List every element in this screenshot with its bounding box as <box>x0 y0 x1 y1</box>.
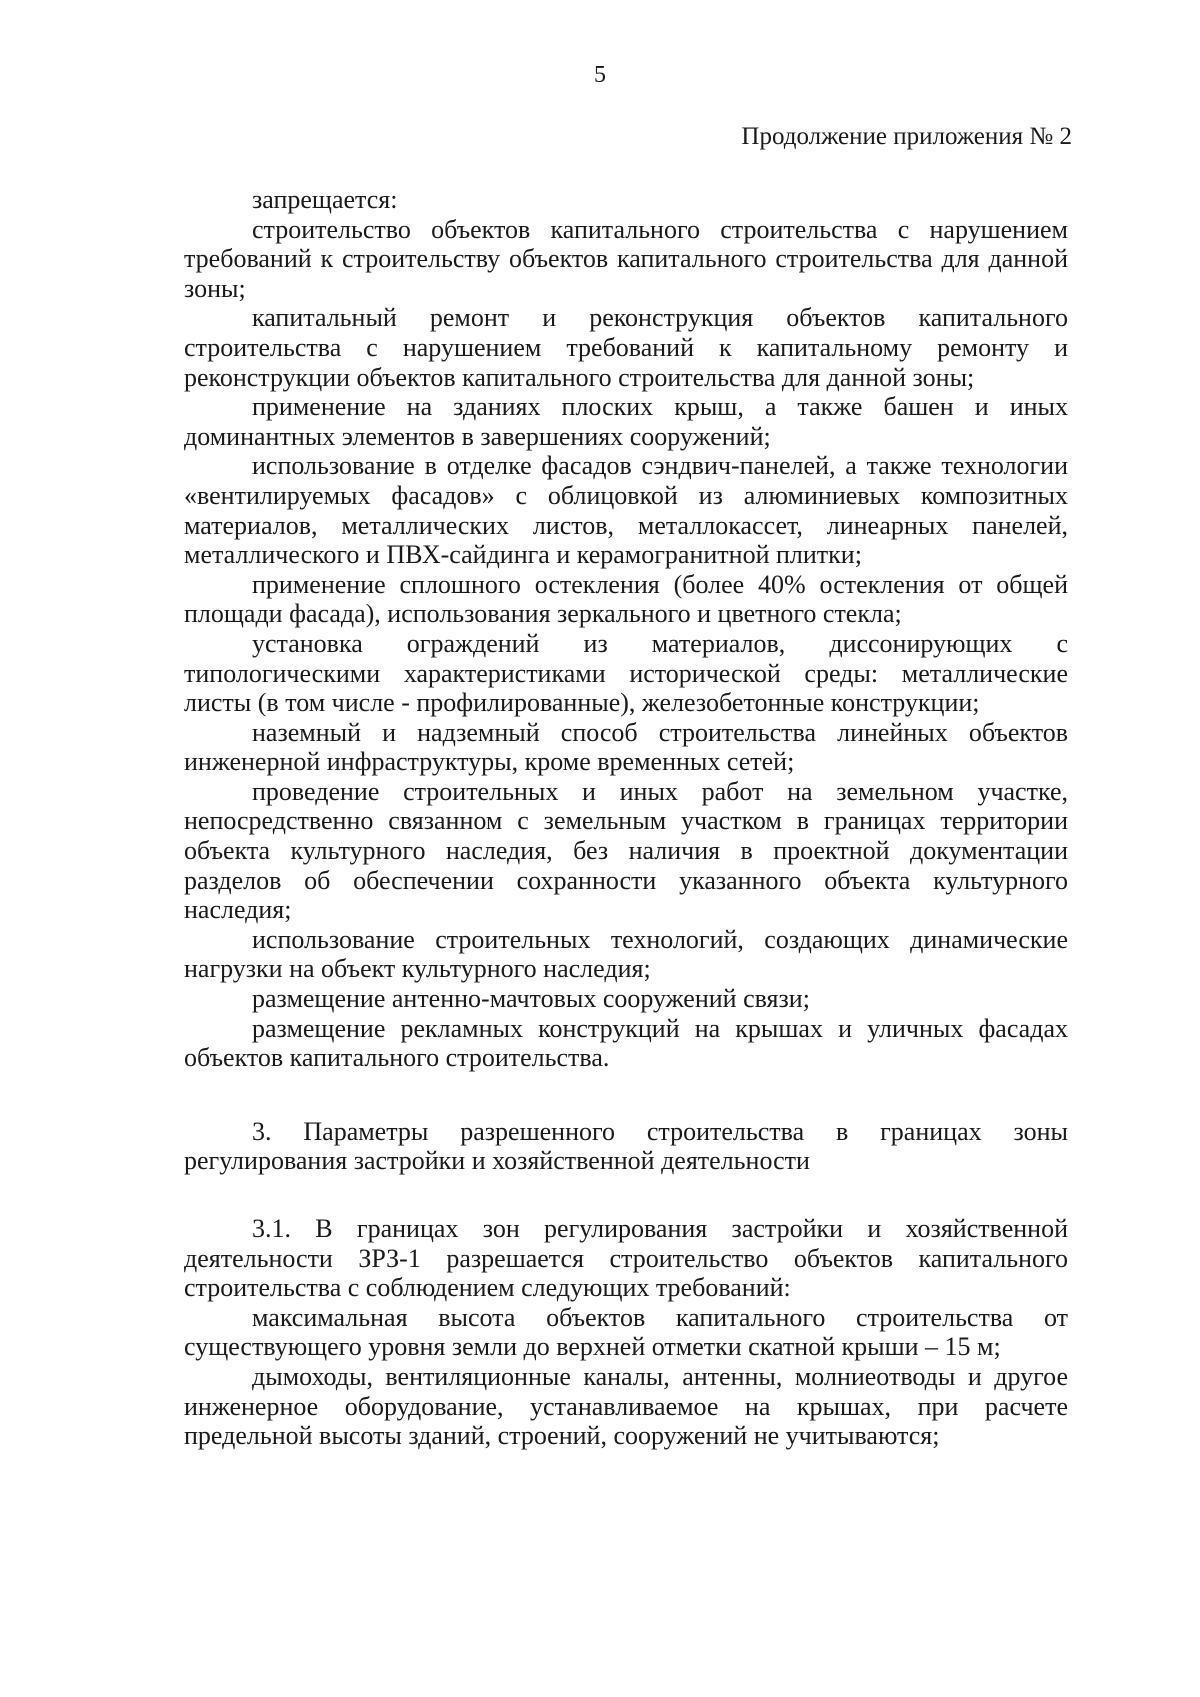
prohibition-item: установка ограждений из материалов, диссонирующих с типологическими характеристиками исторической среды: металлические листы (в том числе - профилированные), железобетонные конструкции; <box>184 628 1068 718</box>
prohibition-item: наземный и надземный способ строительства линейных объектов инженерной инфраструктуры, кроме временных сетей; <box>184 717 1068 777</box>
document-body <box>184 185 1068 1451</box>
section-heading: 3. Параметры разрешенного строительства в границах зоны регулирования застройки и хозяйственной деятельности <box>184 1116 1068 1176</box>
prohibition-item: размещение антенно-мачтовых сооружений связи; <box>252 984 810 1014</box>
prohibition-item: капитальный ремонт и реконструкция объектов капитального строительства с нарушением требований к капитальному ремонту и реконструкции объектов капитального строительства для данной зоны; <box>184 303 1068 392</box>
prohibition-item: строительство объектов капитального строительства с нарушением требований к строительству объектов капитального строительства для данной зоны; <box>184 214 1068 303</box>
requirement-item: дымоходы, вентиляционные каналы, антенны, молниеотводы и другое инженерное оборудование, устанавливаемое на крышах, при расчете предельной высоты зданий, строений, сооружений не учитываются; <box>184 1361 1068 1451</box>
section-spacer <box>184 1073 1068 1117</box>
section-spacer <box>184 1176 1068 1214</box>
appendix-continuation-note: Продолжение приложения № 2 <box>741 123 1072 150</box>
prohibition-item: использование в отделке фасадов сэндвич-панелей, а также технологии «вентилируемых фасадов» с облицовкой из алюминиевых композитных материалов, металлических листов, металлокассет, линеарных панелей, металлического и ПВХ-сайдинга и керамогранитной плитки; <box>184 451 1068 570</box>
prohibitions-intro: запрещается: <box>252 185 398 214</box>
page-number: 5 <box>594 62 606 88</box>
prohibition-item: использование строительных технологий, создающих динамические нагрузки на объект культурного наследия; <box>184 924 1068 984</box>
prohibition-item: применение сплошного остекления (более 40% остекления от общей площади фасада), использования зеркального и цветного стекла; <box>184 569 1068 629</box>
prohibition-item: размещение рекламных конструкций на крышах и уличных фасадах объектов капитального строительства. <box>184 1013 1068 1073</box>
prohibition-item: проведение строительных и иных работ на земельном участке, непосредственно связанном с земельным участком в границах территории объекта культурного наследия, без наличия в проектной документации разделов об обеспечении сохранности указанного объекта культурного наследия; <box>184 776 1068 925</box>
clause-3-1: 3.1. В границах зон регулирования застройки и хозяйственной деятельности ЗРЗ-1 разрешается строительство объектов капитального строительства с соблюдением следующих требований: <box>184 1214 1068 1303</box>
requirement-item: максимальная высота объектов капитального строительства от существующего уровня земли до верхней отметки скатной крыши – 15 м; <box>184 1302 1068 1362</box>
prohibition-item: применение на зданиях плоских крыш, а также башен и иных доминантных элементов в завершениях сооружений; <box>184 392 1068 451</box>
